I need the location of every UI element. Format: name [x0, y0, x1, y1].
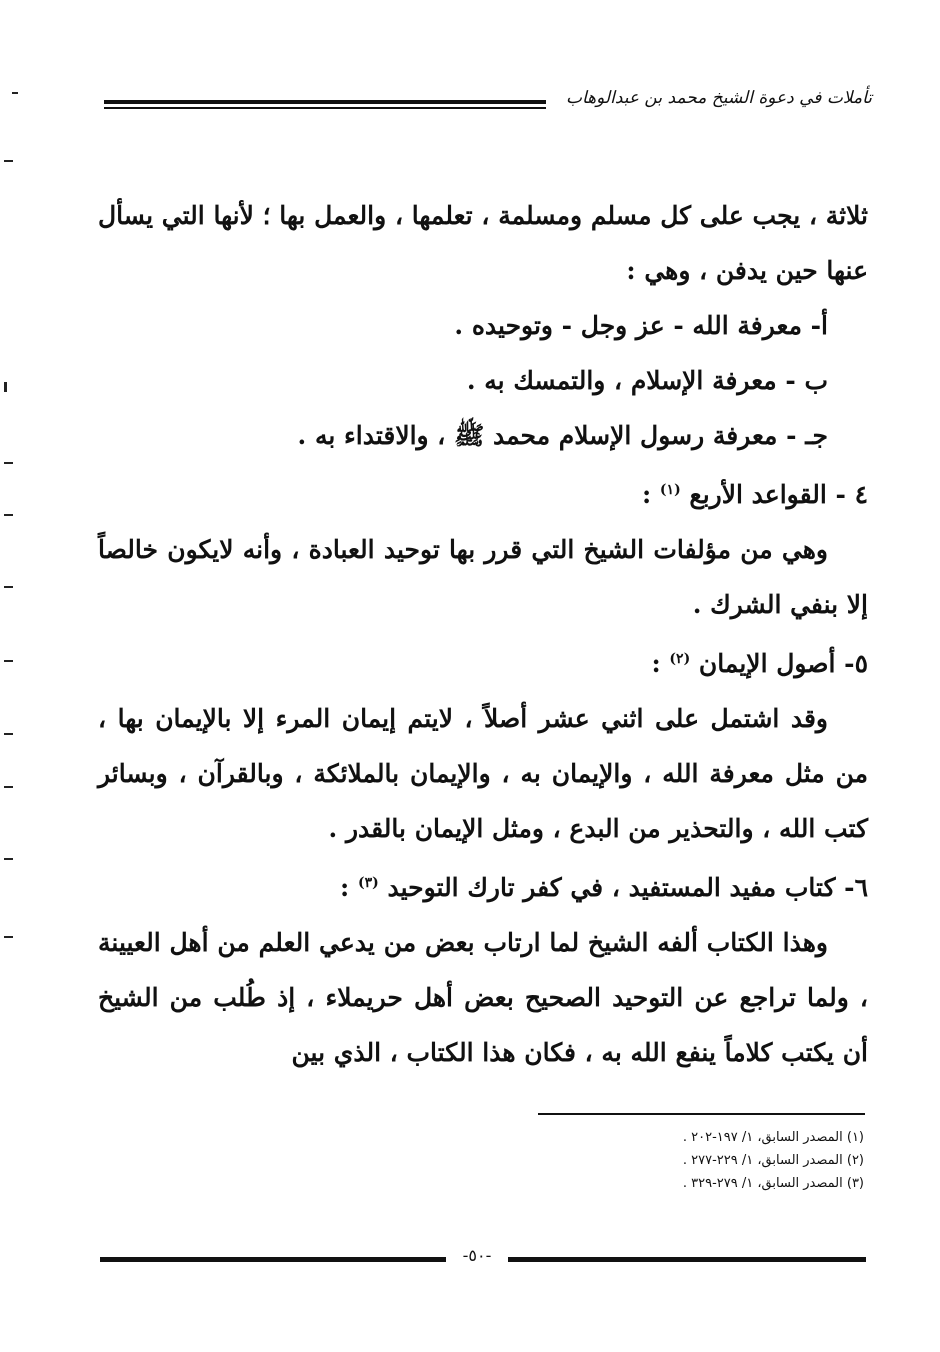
heading-four-rules-text: ٤ - القواعد الأربع [689, 480, 868, 509]
list-item-c: جـ - معرفة رسول الإسلام محمد ﷺ ، والاقتداء به . [297, 421, 828, 450]
footer-rule-left [100, 1257, 446, 1262]
footnote-3: (٣) المصدر السابق، ١/ ٢٧٩-٣٢٩ . [682, 1176, 864, 1191]
heading-colon: : [641, 480, 652, 509]
list-item-b: ب - معرفة الإسلام ، والتمسك به . [466, 366, 828, 395]
paragraph-four-rules: وهي من مؤلفات الشيخ التي قرر بها توحيد العبادة ، وأنه لايكون خالصاً إلا بنفي الشرك . [98, 535, 868, 619]
scan-speck [4, 382, 7, 392]
footnote-rule [538, 1113, 865, 1115]
footnotes [464, 1126, 864, 1195]
page-number: -٥٠- [462, 1246, 492, 1265]
scan-speck [4, 462, 13, 464]
heading-faith-principles-text: ٥- أصول الإيمان [698, 649, 868, 678]
footnote-2: (٢) المصدر السابق، ١/ ٢٢٩-٢٧٧ . [682, 1153, 864, 1168]
footnote-1: (١) المصدر السابق، ١/ ١٩٧-٢٠٢ . [682, 1130, 864, 1145]
heading-mufid-book-text: ٦- كتاب مفيد المستفيد ، في كفر تارك التوحيد [387, 873, 868, 902]
heading-colon: : [340, 873, 350, 902]
paragraph-faith-principles: وقد اشتمل على اثني عشر أصلاً ، لايتم إيمان المرء إلا بالإيمان بها ، من مثل معرفة الله ، والإيمان به ، والإيمان بالملائكة ، وبالقرآن ، وبسائر كتب الله ، والتحذير من البدع ، ومثل الإيمان بالقدر . [98, 704, 868, 843]
footer-rule-right [508, 1257, 866, 1262]
heading-colon: : [651, 649, 661, 678]
scan-speck [12, 92, 18, 94]
scan-speck [4, 660, 13, 662]
heading-faith-principles [98, 632, 868, 691]
scan-speck [4, 936, 13, 938]
footnote-ref-3: (٣) [357, 875, 379, 891]
scan-speck [4, 786, 13, 788]
scan-speck [4, 160, 13, 162]
running-head: تأملات في دعوة الشيخ محمد بن عبدالوهاب [566, 88, 872, 108]
scan-speck [4, 858, 13, 860]
body-text [98, 188, 868, 1080]
footnote-ref-2: (٢) [669, 651, 691, 667]
scan-speck [4, 586, 13, 588]
footnote-ref-1: (١) [659, 482, 681, 498]
scan-speck [4, 733, 13, 735]
paragraph-mufid-book: وهذا الكتاب ألفه الشيخ لما ارتاب بعض من يدعي العلم من أهل العيينة ، ولما تراجع عن التوحيد الصحيح بعض أهل حريملاء ، إذ طُلب من الشيخ أن يكتب كلاماً ينفع الله به ، فكان هذا الكتاب ، الذي بين [98, 928, 868, 1067]
heading-four-rules [98, 463, 868, 522]
paragraph-intro: ثلاثة ، يجب على كل مسلم ومسلمة ، تعلمها ، والعمل بها ؛ لأنها التي يسأل عنها حين يدفن ، وهي : [98, 201, 868, 285]
heading-mufid-book [98, 856, 868, 915]
header-rule [104, 100, 546, 109]
scan-speck [4, 514, 13, 516]
list-item-a: أ- معرفة الله - عز وجل - وتوحيده . [454, 311, 828, 340]
